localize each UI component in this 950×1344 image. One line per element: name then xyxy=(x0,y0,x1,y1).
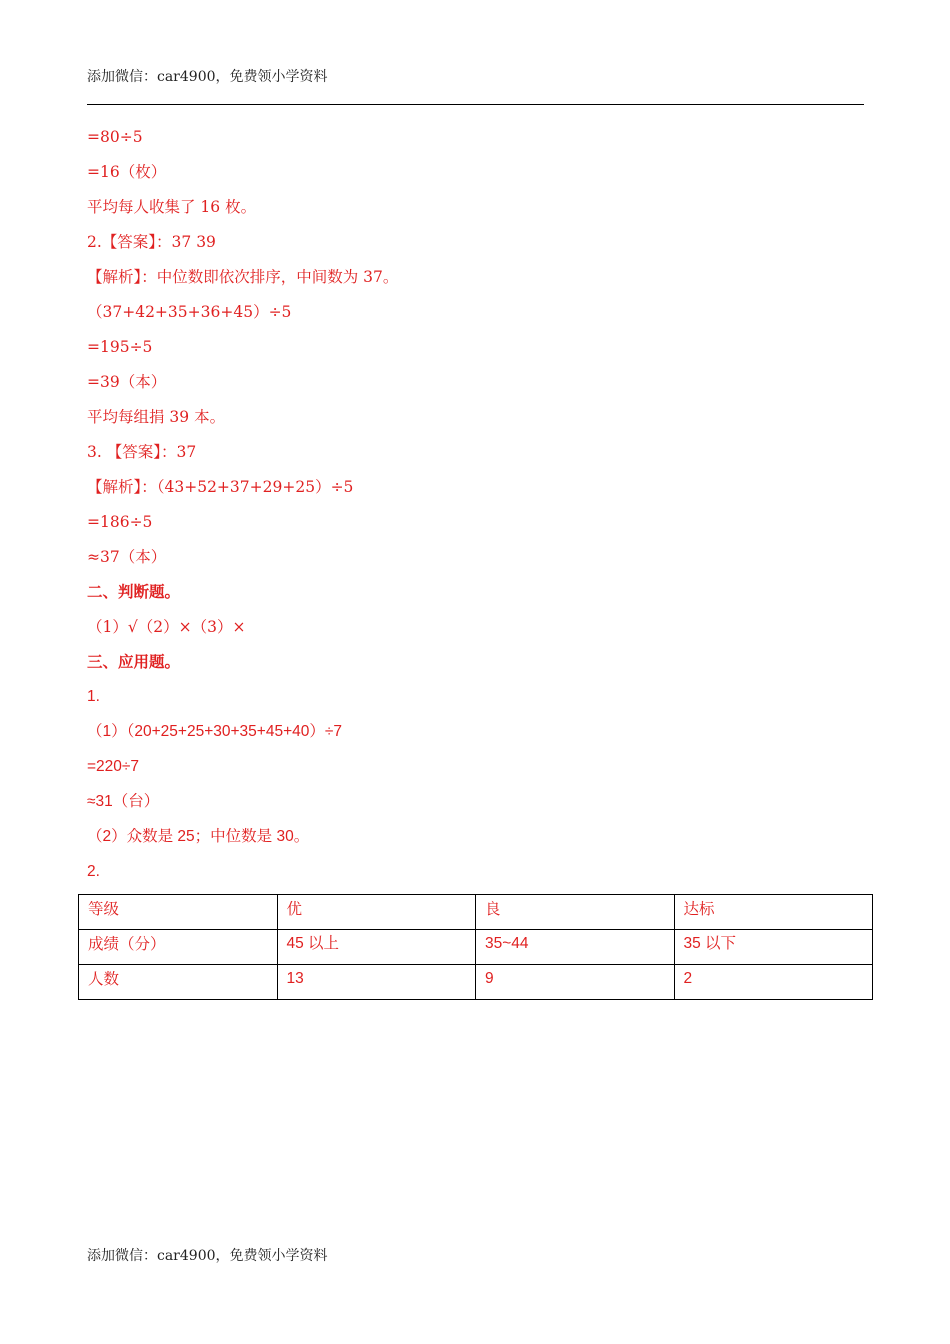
table-cell: 等级 xyxy=(79,895,278,930)
answer-line: 3. 【答案】：37 xyxy=(87,443,197,461)
header-divider xyxy=(87,104,864,105)
answer-line: =186÷5 xyxy=(87,513,153,531)
table-cell: 2 xyxy=(674,965,873,1000)
table-cell: 人数 xyxy=(79,965,278,1000)
answer-content xyxy=(87,124,877,894)
answer-line: =195÷5 xyxy=(87,338,153,356)
answer-line: ≈31（台） xyxy=(87,793,160,810)
table-cell: 9 xyxy=(476,965,675,1000)
table-cell: 35 以下 xyxy=(674,930,873,965)
answer-line: （2）众数是 25；中位数是 30。 xyxy=(87,828,310,845)
answer-line: =80÷5 xyxy=(87,128,143,146)
table-row xyxy=(79,895,873,930)
page-footer: 添加微信：car4900，免费领小学资料 xyxy=(87,1248,328,1264)
answer-line: （1）√（2）×（3）× xyxy=(87,618,246,636)
page-header: 添加微信：car4900，免费领小学资料 xyxy=(87,69,328,85)
grade-table xyxy=(78,894,873,1000)
table-cell: 13 xyxy=(277,965,476,1000)
section-heading: 二、判断题。 xyxy=(87,582,181,601)
table-cell: 良 xyxy=(476,895,675,930)
answer-line: =220÷7 xyxy=(87,758,140,775)
answer-line: （37+42+35+36+45）÷5 xyxy=(87,303,292,321)
table-row xyxy=(79,965,873,1000)
answer-line: =39（本） xyxy=(87,373,167,391)
table-row xyxy=(79,930,873,965)
answer-line: 【解析】：（43+52+37+29+25）÷5 xyxy=(87,478,354,496)
table-cell: 达标 xyxy=(674,895,873,930)
answer-line: 2.【答案】：37 39 xyxy=(87,233,216,251)
table-cell: 成绩（分） xyxy=(79,930,278,965)
table-cell: 优 xyxy=(277,895,476,930)
answer-line: 1. xyxy=(87,688,100,705)
answer-line: ≈37（本） xyxy=(87,548,167,566)
answer-line: 平均每组捐 39 本。 xyxy=(87,408,226,426)
answer-line: 2. xyxy=(87,863,100,880)
table-cell: 35~44 xyxy=(476,930,675,965)
answer-line: （1）（20+25+25+30+35+45+40）÷7 xyxy=(87,723,342,740)
section-heading: 三、应用题。 xyxy=(87,652,181,671)
answer-line: 平均每人收集了 16 枚。 xyxy=(87,198,257,216)
table-cell: 45 以上 xyxy=(277,930,476,965)
answer-line: =16（枚） xyxy=(87,163,167,181)
answer-line: 【解析】：中位数即依次排序，中间数为 37。 xyxy=(87,268,399,286)
